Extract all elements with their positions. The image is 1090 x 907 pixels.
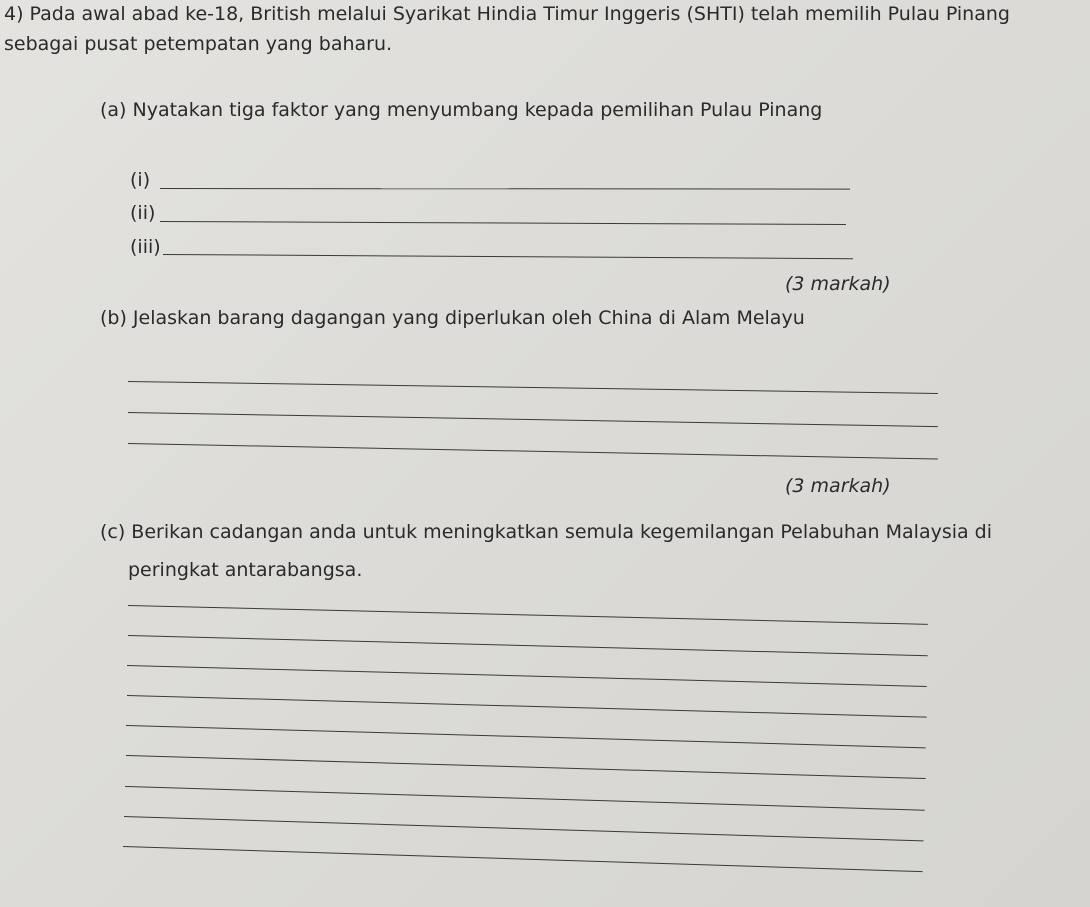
part-a-answer-line-iii bbox=[163, 254, 853, 259]
part-a-item-ii-label: (ii) bbox=[130, 202, 156, 224]
part-c-answer-line bbox=[128, 635, 928, 656]
part-a-answer-line-ii bbox=[160, 221, 846, 225]
part-a-prompt: (a) Nyatakan tiga faktor yang menyumbang kepada pemilihan Pulau Pinang bbox=[100, 99, 823, 121]
part-b-answer-line bbox=[128, 443, 938, 460]
part-b-marks: (3 markah) bbox=[785, 475, 891, 497]
part-c-answer-line bbox=[123, 846, 923, 872]
part-c-answer-line bbox=[127, 695, 927, 718]
part-b-prompt: (b) Jelaskan barang dagangan yang diperlukan oleh China di Alam Melayu bbox=[100, 307, 805, 329]
question-intro-line-2: sebagai pusat petempatan yang baharu. bbox=[4, 33, 393, 55]
part-b-answer-line bbox=[128, 381, 938, 394]
part-a-item-iii-label: (iii) bbox=[130, 236, 161, 258]
part-a-answer-line-i bbox=[160, 188, 850, 190]
part-a-item-i-label: (i) bbox=[130, 169, 151, 191]
part-c-answer-line bbox=[126, 725, 926, 748]
part-c-answer-line bbox=[125, 786, 925, 811]
part-b-answer-line bbox=[128, 412, 938, 427]
part-c-answer-line bbox=[126, 755, 926, 779]
part-c-answer-line bbox=[124, 816, 924, 841]
question-intro-line-1: 4) Pada awal abad ke-18, British melalui Syarikat Hindia Timur Inggeris (SHTI) telah memilih Pulau Pinang bbox=[4, 3, 1010, 25]
part-c-prompt-line-1: (c) Berikan cadangan anda untuk meningkatkan semula kegemilangan Pelabuhan Malaysia di bbox=[100, 521, 993, 543]
part-a-marks: (3 markah) bbox=[785, 273, 891, 295]
part-c-prompt-line-2: peringkat antarabangsa. bbox=[128, 559, 363, 581]
part-c-answer-line bbox=[127, 665, 927, 687]
part-c-answer-line bbox=[128, 605, 928, 625]
